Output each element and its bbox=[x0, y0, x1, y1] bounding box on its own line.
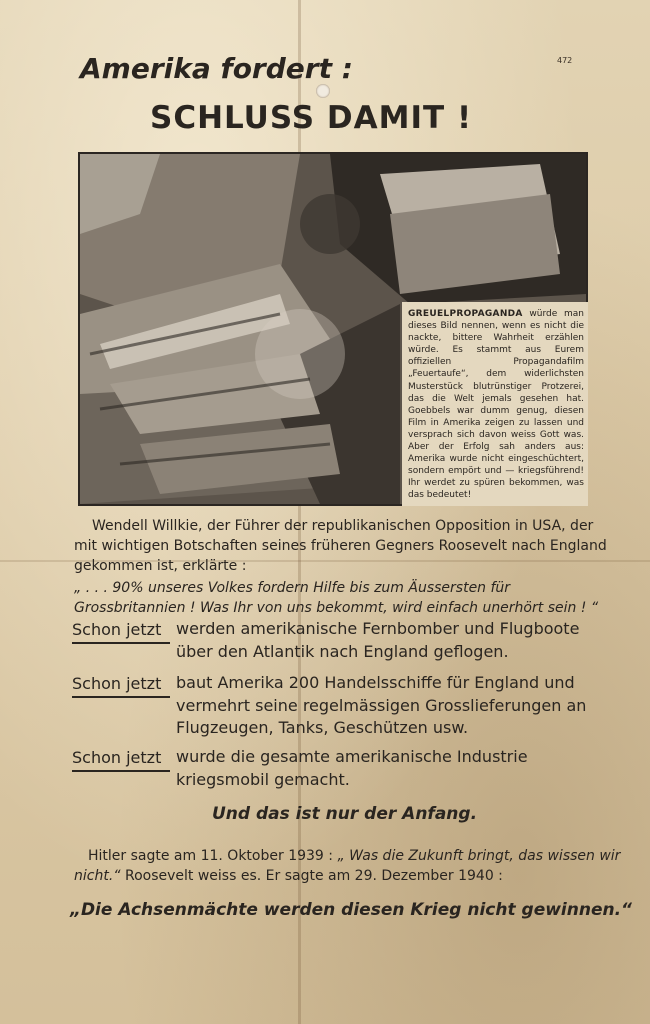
schon-jetzt-text: baut Amerika 200 Handelsschiffe für England und vermehrt seine regelmässigen Grosslieferungen an Flugzeugen, Tanks, Geschützen usw. bbox=[176, 673, 587, 737]
schon-jetzt-label: Schon jetzt bbox=[72, 620, 170, 644]
hitler-quote: „ Was die Zukunft bringt, das wissen wir nicht.“ bbox=[74, 848, 621, 884]
schon-jetzt-text: wurde die gesamte amerikanische Industrie kriegsmobil gemacht. bbox=[176, 747, 528, 789]
willkie-quote: „ . . . 90% unseres Volkes fordern Hilfe bis zum Äussersten für Grossbritannien ! Was Ihr von uns bekommt, wird einfach unerhört sein ! “ bbox=[74, 580, 599, 616]
anfang-line: Und das ist nur der Anfang. bbox=[212, 804, 478, 824]
headline: Amerika fordert : bbox=[80, 52, 353, 85]
intro-paragraph: Wendell Willkie, der Führer der republikanischen Opposition in USA, der mit wichtigen Botschaften seines früheren Gegners Roosevelt nach England gekommen ist, erklärte : bbox=[74, 518, 607, 574]
schon-jetzt-item bbox=[72, 746, 528, 789]
subheadline: SCHLUSS DAMIT ! bbox=[150, 100, 473, 136]
schon-jetzt-label: Schon jetzt bbox=[72, 674, 170, 698]
schon-jetzt-item bbox=[72, 618, 580, 661]
caption-lead: GREUELPROPAGANDA bbox=[408, 309, 523, 319]
schon-jetzt-label: Schon jetzt bbox=[72, 748, 170, 772]
roosevelt-line: Roosevelt weiss es. Er sagte am 29. Dezember 1940 : bbox=[124, 868, 503, 884]
punch-hole bbox=[316, 84, 330, 98]
caption-text: würde man dieses Bild nennen, wenn es nicht die nackte, bittere Wahrheit erzählen würde. Es stammt aus Eurem offiziellen Propagandafilm „Feuertaufe“, dem widerlichsten Musterstück blutrünstiger Protzerei, das die Welt jemals gesehen hat. Goebbels war dumm genug, diesen Film in Amerika zeigen zu lassen und versprach sich davon weiss Gott was. Aber der Erfolg sah anders aus: Amerika wurde nicht eingeschüchtert, sondern empört und — kriegsführend! Ihr werdet zu spüren bekommen, was das bedeutet! bbox=[408, 309, 584, 501]
schon-jetzt-text: werden amerikanische Fernbomber und Flugboote über den Atlantik nach England geflogen. bbox=[176, 619, 580, 661]
hitler-intro: Hitler sagte am 11. Oktober 1939 : bbox=[88, 848, 333, 864]
page-number: 472 bbox=[557, 56, 573, 65]
photo-caption bbox=[402, 302, 588, 506]
hitler-paragraph bbox=[74, 846, 622, 886]
schon-jetzt-item bbox=[72, 672, 587, 737]
closing-quote: „Die Achsenmächte werden diesen Krieg nicht gewinnen.“ bbox=[70, 900, 633, 920]
